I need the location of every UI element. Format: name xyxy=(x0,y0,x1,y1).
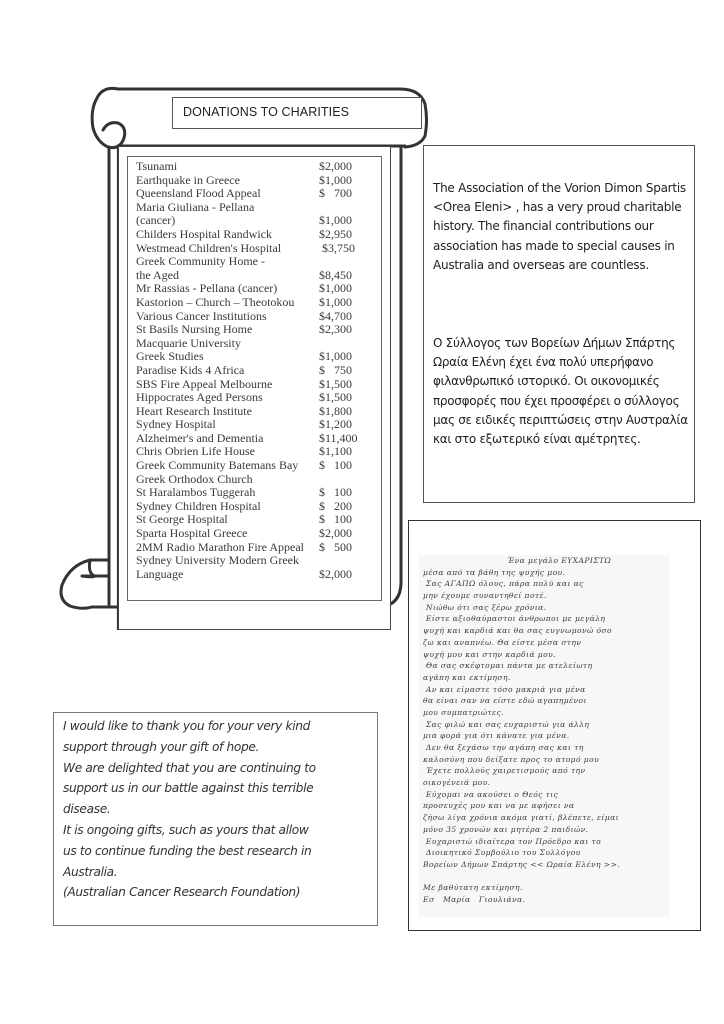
donation-amount: $ 750 xyxy=(319,362,352,377)
letter-line: οικογένειά μου. xyxy=(423,778,491,788)
donation-amount: $ 100 xyxy=(319,458,352,473)
donation-amount: $1,800 xyxy=(319,403,352,418)
donation-row xyxy=(136,527,371,541)
title-box xyxy=(172,97,422,129)
handwritten-letter-text xyxy=(423,555,671,906)
donation-amount: $1,500 xyxy=(319,390,352,405)
donation-row xyxy=(136,541,371,555)
letter-line: ζω και αναπνέω. Θα είστε μέσα στην xyxy=(423,637,582,647)
donation-amount: $1,000 xyxy=(319,281,352,296)
handwritten-letter-image xyxy=(419,555,669,917)
letter-line: Νιώθω ότι σας ξέρω χρόνια. xyxy=(423,602,547,612)
quote-line: disease. xyxy=(63,802,111,817)
donation-row xyxy=(136,174,371,188)
donation-row xyxy=(136,554,371,568)
donation-name: Earthquake in Greece xyxy=(136,172,240,187)
donation-row xyxy=(136,486,371,500)
thank-you-quote-box xyxy=(53,712,378,926)
donation-amount: $1,000 xyxy=(319,172,352,187)
donation-name: Greek Orthodox Church xyxy=(136,471,253,486)
donation-name: Language xyxy=(136,566,184,581)
association-history-box xyxy=(423,145,695,503)
letter-line: Εσ Μαρία Γιουλιάνα. xyxy=(423,894,526,904)
donation-name: Paradise Kids 4 Africa xyxy=(136,362,245,377)
letter-line: Δεν θα ξεχάσω την αγάπη σας και τη xyxy=(423,743,584,752)
letter-line: Ένα μεγάλο ΕΥΧΑΡΙΣΤΩ xyxy=(423,556,612,565)
donation-name: Westmead Children's Hospital xyxy=(136,240,282,255)
donation-row xyxy=(136,432,371,446)
donation-row xyxy=(136,255,371,269)
letter-line: Θα σας σκέφτομαι πάντα με ατελείωτη xyxy=(423,661,593,671)
quote-line: us to continue funding the best research in xyxy=(63,843,312,858)
scroll-bottom-curl xyxy=(61,560,109,608)
donation-name: Mr Rassias - Pellana (cancer) xyxy=(136,281,278,296)
donation-row xyxy=(136,513,371,527)
letter-line: μην έχουμε συναντηθεί ποτέ. xyxy=(423,591,547,601)
donation-row xyxy=(136,201,371,215)
donation-amount: $ 100 xyxy=(319,512,352,527)
letter-line xyxy=(423,871,671,883)
donation-row xyxy=(136,418,371,432)
quote-line: Australia. xyxy=(63,864,118,879)
donation-name: 2MM Radio Marathon Fire Appeal xyxy=(136,539,304,554)
letter-line: ψυχή και καρδιά και θα σας ευγνωμονώ όσο xyxy=(423,626,612,636)
donation-name: Sydney Hospital xyxy=(136,417,216,432)
donation-amount: $2,000 xyxy=(319,566,352,581)
donation-row xyxy=(136,445,371,459)
history-english-text: The Association of the Vorion Dimon Spartis <Orea Eleni> , has a very proud charitable history. The financial contributions our association has made to special causes in Australia and overseas are countless. xyxy=(433,181,686,272)
letter-line: μέσα από τα βάθη της ψυχής μου. xyxy=(423,567,566,577)
quote-line: (Australian Cancer Research Foundation) xyxy=(63,885,301,900)
letter-line: Με βαθύτατη εκτίμηση. xyxy=(423,883,523,893)
donation-amount: $2,000 xyxy=(319,526,352,541)
donation-amount: $11,400 xyxy=(319,430,358,445)
donation-row xyxy=(136,228,371,242)
donation-row xyxy=(136,378,371,392)
donation-row xyxy=(136,473,371,487)
donation-row xyxy=(136,350,371,364)
quote-line: support through your gift of hope. xyxy=(63,739,260,754)
letter-line: Εύχομαι να ακούσει ο Θεός τις xyxy=(423,789,559,799)
donation-amount: $1,000 xyxy=(319,213,352,228)
quote-line: It is ongoing gifts, such as yours that allow xyxy=(63,822,309,837)
donation-amount: $ 700 xyxy=(319,186,352,201)
donation-row xyxy=(136,459,371,473)
letter-line: Ευχαριστώ ιδιαίτερα τον Πρόεδρο και το xyxy=(423,836,602,846)
donation-name: SBS Fire Appeal Melbourne xyxy=(136,376,273,391)
letter-line: μόνο 35 χρονών και μητέρα 2 παιδιών. xyxy=(423,824,589,834)
donation-name: Childers Hospital Randwick xyxy=(136,226,272,241)
donation-row xyxy=(136,296,371,310)
letter-line: Σας φιλώ και σας ευχαριστώ για άλλη xyxy=(423,719,590,729)
letter-line: Διοικητικό Συμβούλιο του Συλλόγου xyxy=(423,848,581,858)
letter-line: ψυχή μου και στην καρδιά μου. xyxy=(423,649,556,659)
donations-list-box xyxy=(127,156,382,601)
donation-amount: $ 100 xyxy=(319,485,352,500)
donation-name: Queensland Flood Appeal xyxy=(136,186,261,201)
donation-amount: $1,000 xyxy=(319,349,352,364)
donation-amount: $1,100 xyxy=(319,444,352,459)
letter-line: Είστε αξιοθαύμαστοι άνθρωποι με μεγάλη xyxy=(423,614,606,624)
donation-row xyxy=(136,310,371,324)
donation-row xyxy=(136,500,371,514)
donation-amount: $2,300 xyxy=(319,322,352,337)
donation-row xyxy=(136,214,371,228)
letter-line: καλοσύνη που δείξατε προς το ατομό μου xyxy=(423,754,600,764)
handwritten-letter-box xyxy=(408,520,701,931)
letter-line: Έχετε πολλούς χαιρετισμούς από την xyxy=(423,766,586,776)
donation-name: St Basils Nursing Home xyxy=(136,322,253,337)
donation-row xyxy=(136,269,371,283)
history-greek-text: Ο Σύλλογος των Βορείων Δήμων Σπάρτης Ωραία Ελένη έχει ένα πολύ υπερήφανο φιλανθρωπικό ιστορικό. Οι οικονομικές προσφορές που έχει προσφέρει ο σύλλογος μας σε ειδικές περιπτώσεις στην Αυστραλία και στο εξωτερικό είναι αμέτρητες. xyxy=(433,336,688,447)
donation-name: Alzheimer's and Dementia xyxy=(136,430,264,445)
donation-amount: $1,200 xyxy=(319,417,352,432)
letter-line: Σας ΑΓΑΠΩ όλους, πάρα πολύ και ας xyxy=(423,579,584,589)
donation-name: (cancer) xyxy=(136,213,176,228)
letter-line: μου συμπατριώτες. xyxy=(423,707,504,717)
donation-name: Heart Research Institute xyxy=(136,403,252,418)
letter-line: μια φορά για ότι κάνατε για μένα. xyxy=(423,731,570,741)
donation-row xyxy=(136,405,371,419)
donation-row xyxy=(136,323,371,337)
donation-name: Tsunami xyxy=(136,159,178,173)
donation-row xyxy=(136,568,371,582)
donation-row xyxy=(136,242,371,256)
letter-line: Αν και είμαστε τόσο μακριά για μένα xyxy=(423,684,586,694)
donation-amount: $4,700 xyxy=(319,308,352,323)
donation-name: St George Hospital xyxy=(136,512,228,527)
donation-name: Greek Community Batemans Bay xyxy=(136,458,299,473)
donation-row xyxy=(136,187,371,201)
donation-name: Sydney University Modern Greek xyxy=(136,553,299,568)
scroll-top-curl xyxy=(92,88,125,147)
donation-row xyxy=(136,160,371,174)
donation-name: Sparta Hospital Greece xyxy=(136,526,248,541)
donation-name: Hippocrates Aged Persons xyxy=(136,390,263,405)
letter-line: ζήσω λίγα χρόνια ακόμα γιατί, βλέπετε, είμαι xyxy=(423,813,620,823)
donation-name: Various Cancer Institutions xyxy=(136,308,267,323)
page-title: DONATIONS TO CHARITIES xyxy=(183,105,350,119)
quote-line: We are delighted that you are continuing to xyxy=(63,760,316,775)
donation-name: the Aged xyxy=(136,267,179,282)
donation-row xyxy=(136,282,371,296)
donation-name: Greek Community Home - xyxy=(136,254,265,269)
donation-amount: $1,000 xyxy=(319,294,352,309)
donation-name: St Haralambos Tuggerah xyxy=(136,485,256,500)
donation-row xyxy=(136,391,371,405)
donation-amount: $2,950 xyxy=(319,226,352,241)
donation-amount: $1,500 xyxy=(319,376,352,391)
donation-name: Macquarie University xyxy=(136,335,241,350)
quote-line: support us in our battle against this terrible xyxy=(63,781,314,796)
letter-line: θα είναι σαν να είστε εδώ αγαπημένοι xyxy=(423,696,587,706)
donation-amount: $ 200 xyxy=(319,498,352,513)
donation-name: Kastorion – Church – Theotokou xyxy=(136,294,295,309)
donation-name: Maria Giuliana - Pellana xyxy=(136,199,255,214)
quote-line: I would like to thank you for your very kind xyxy=(63,719,311,733)
donation-amount: $2,000 xyxy=(319,159,352,173)
donation-amount: $ 500 xyxy=(319,539,352,554)
donation-row xyxy=(136,337,371,351)
letter-line: προσευχές μου και να με αφήσει να xyxy=(423,801,575,811)
donation-amount: $8,450 xyxy=(319,267,352,282)
donation-name: Greek Studies xyxy=(136,349,204,364)
donation-amount: $3,750 xyxy=(319,240,355,255)
letter-line: Βορείων Δήμων Σπάρτης << Ωραία Ελένη >>. xyxy=(423,859,621,869)
donation-name: Chris Obrien Life House xyxy=(136,444,255,459)
donations-list xyxy=(136,160,371,581)
quote-text xyxy=(63,716,375,903)
donation-name: Sydney Children Hospital xyxy=(136,498,261,513)
letter-line: αγάπη και εκτίμηση. xyxy=(423,672,511,682)
donation-row xyxy=(136,364,371,378)
